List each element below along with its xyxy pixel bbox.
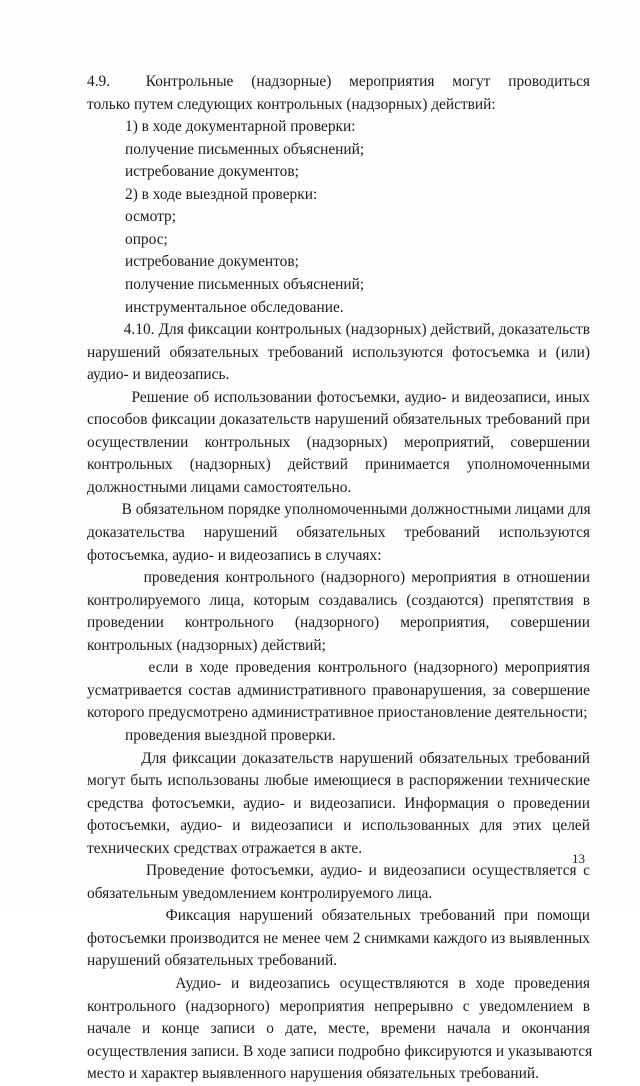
text-line: Проведение фотосъемки, аудио- и видеозаписи осуществляется с — [87, 862, 590, 880]
text-line: аудио- и видеозапись. — [87, 366, 230, 384]
text-line: должностными лицами самостоятельно. — [87, 478, 352, 496]
text-line: технических средствах отражается в акте. — [87, 839, 363, 857]
text-line: истребование документов; — [125, 163, 299, 181]
text-line: доказательства нарушений обязательных требований используются — [87, 524, 590, 541]
text-line: осуществления записи. В ходе записи подробно фиксируются и указываются — [87, 1042, 593, 1060]
text-line: фотосъемка, аудио- и видеозапись в случаях: — [87, 546, 382, 564]
text-line: только путем следующих контрольных (надзорных) действий: — [87, 95, 496, 113]
text-line: контрольных (надзорных) действий; — [87, 636, 326, 654]
text-line: 1) в ходе документарной проверки: — [125, 118, 356, 136]
text-line: начале и конце записи о дате, месте, времени начала и окончания — [87, 1020, 590, 1038]
text-line: нарушений обязательных требований. — [87, 952, 338, 970]
text-line: проведения контрольного (надзорного) мероприятия в отношении — [87, 569, 590, 587]
text-line: осуществлении контрольных (надзорных) мероприятий, совершении — [87, 433, 590, 451]
text-line: которого предусмотрено административное приостановление деятельности; — [87, 704, 588, 722]
page-number: 13 — [572, 851, 585, 866]
text-line: если в ходе проведения контрольного (надзорного) мероприятия — [87, 659, 590, 677]
text-line: фотосъемки, аудио- и видеозаписи и использованных для этих целей — [87, 817, 590, 835]
text-line: Решение об использовании фотосъемки, аудио- и видеозаписи, иных — [87, 388, 590, 406]
text-line: В обязательном порядке уполномоченными должностными лицами для — [87, 501, 591, 519]
text-line: получение письменных объяснений; — [125, 275, 365, 293]
text-line: контрольных (надзорных) действий принимается уполномоченными — [87, 456, 590, 474]
text-line: средства фотосъемки, аудио- и видеозаписи. Информация о проведении — [87, 794, 590, 812]
text-line: опрос; — [125, 230, 168, 248]
text-line: усматривается состав административного правонарушения, за совершение — [87, 681, 590, 699]
text-line: место и характер выявленного нарушения обязательных требований. — [87, 1065, 539, 1083]
text-line: нарушений обязательных требований используются фотосъемка и (или) — [87, 343, 590, 361]
text-line: Фиксация нарушений обязательных требований при помощи — [87, 907, 590, 925]
text-line: контрольного (надзорного) мероприятия непрерывно с уведомлением в — [87, 997, 590, 1015]
text-line: 4.9. Контрольные (надзорные) мероприятия могут проводиться — [87, 73, 590, 90]
text-line: Для фиксации доказательств нарушений обязательных требований — [87, 749, 590, 767]
text-line: проведении контрольного (надзорного) мероприятия, совершении — [87, 614, 590, 632]
text-line: инструментальное обследование. — [125, 298, 344, 316]
text-line: осмотр; — [125, 208, 177, 226]
text-line: Аудио- и видеозапись осуществляются в ходе проведения — [87, 975, 590, 992]
text-line: фотосъемки производится не менее чем 2 снимками каждого из выявленных — [87, 929, 590, 947]
text-line: контролируемого лица, которым создавались (создаются) препятствия в — [87, 591, 590, 609]
text-line: способов фиксации доказательств нарушений обязательных требований при — [87, 411, 590, 429]
text-line: получение письменных объяснений; — [125, 140, 365, 158]
text-line: истребование документов; — [125, 253, 299, 271]
text-line: проведения выездной проверки. — [125, 726, 336, 744]
text-line: 4.10. Для фиксации контрольных (надзорных) действий, доказательств — [87, 321, 590, 339]
text-line: обязательным уведомлением контролируемого лица. — [87, 884, 433, 902]
text-line: могут быть использованы любые имеющиеся в распоряжении технические — [87, 772, 590, 790]
text-line: 2) в ходе выездной проверки: — [125, 185, 318, 203]
